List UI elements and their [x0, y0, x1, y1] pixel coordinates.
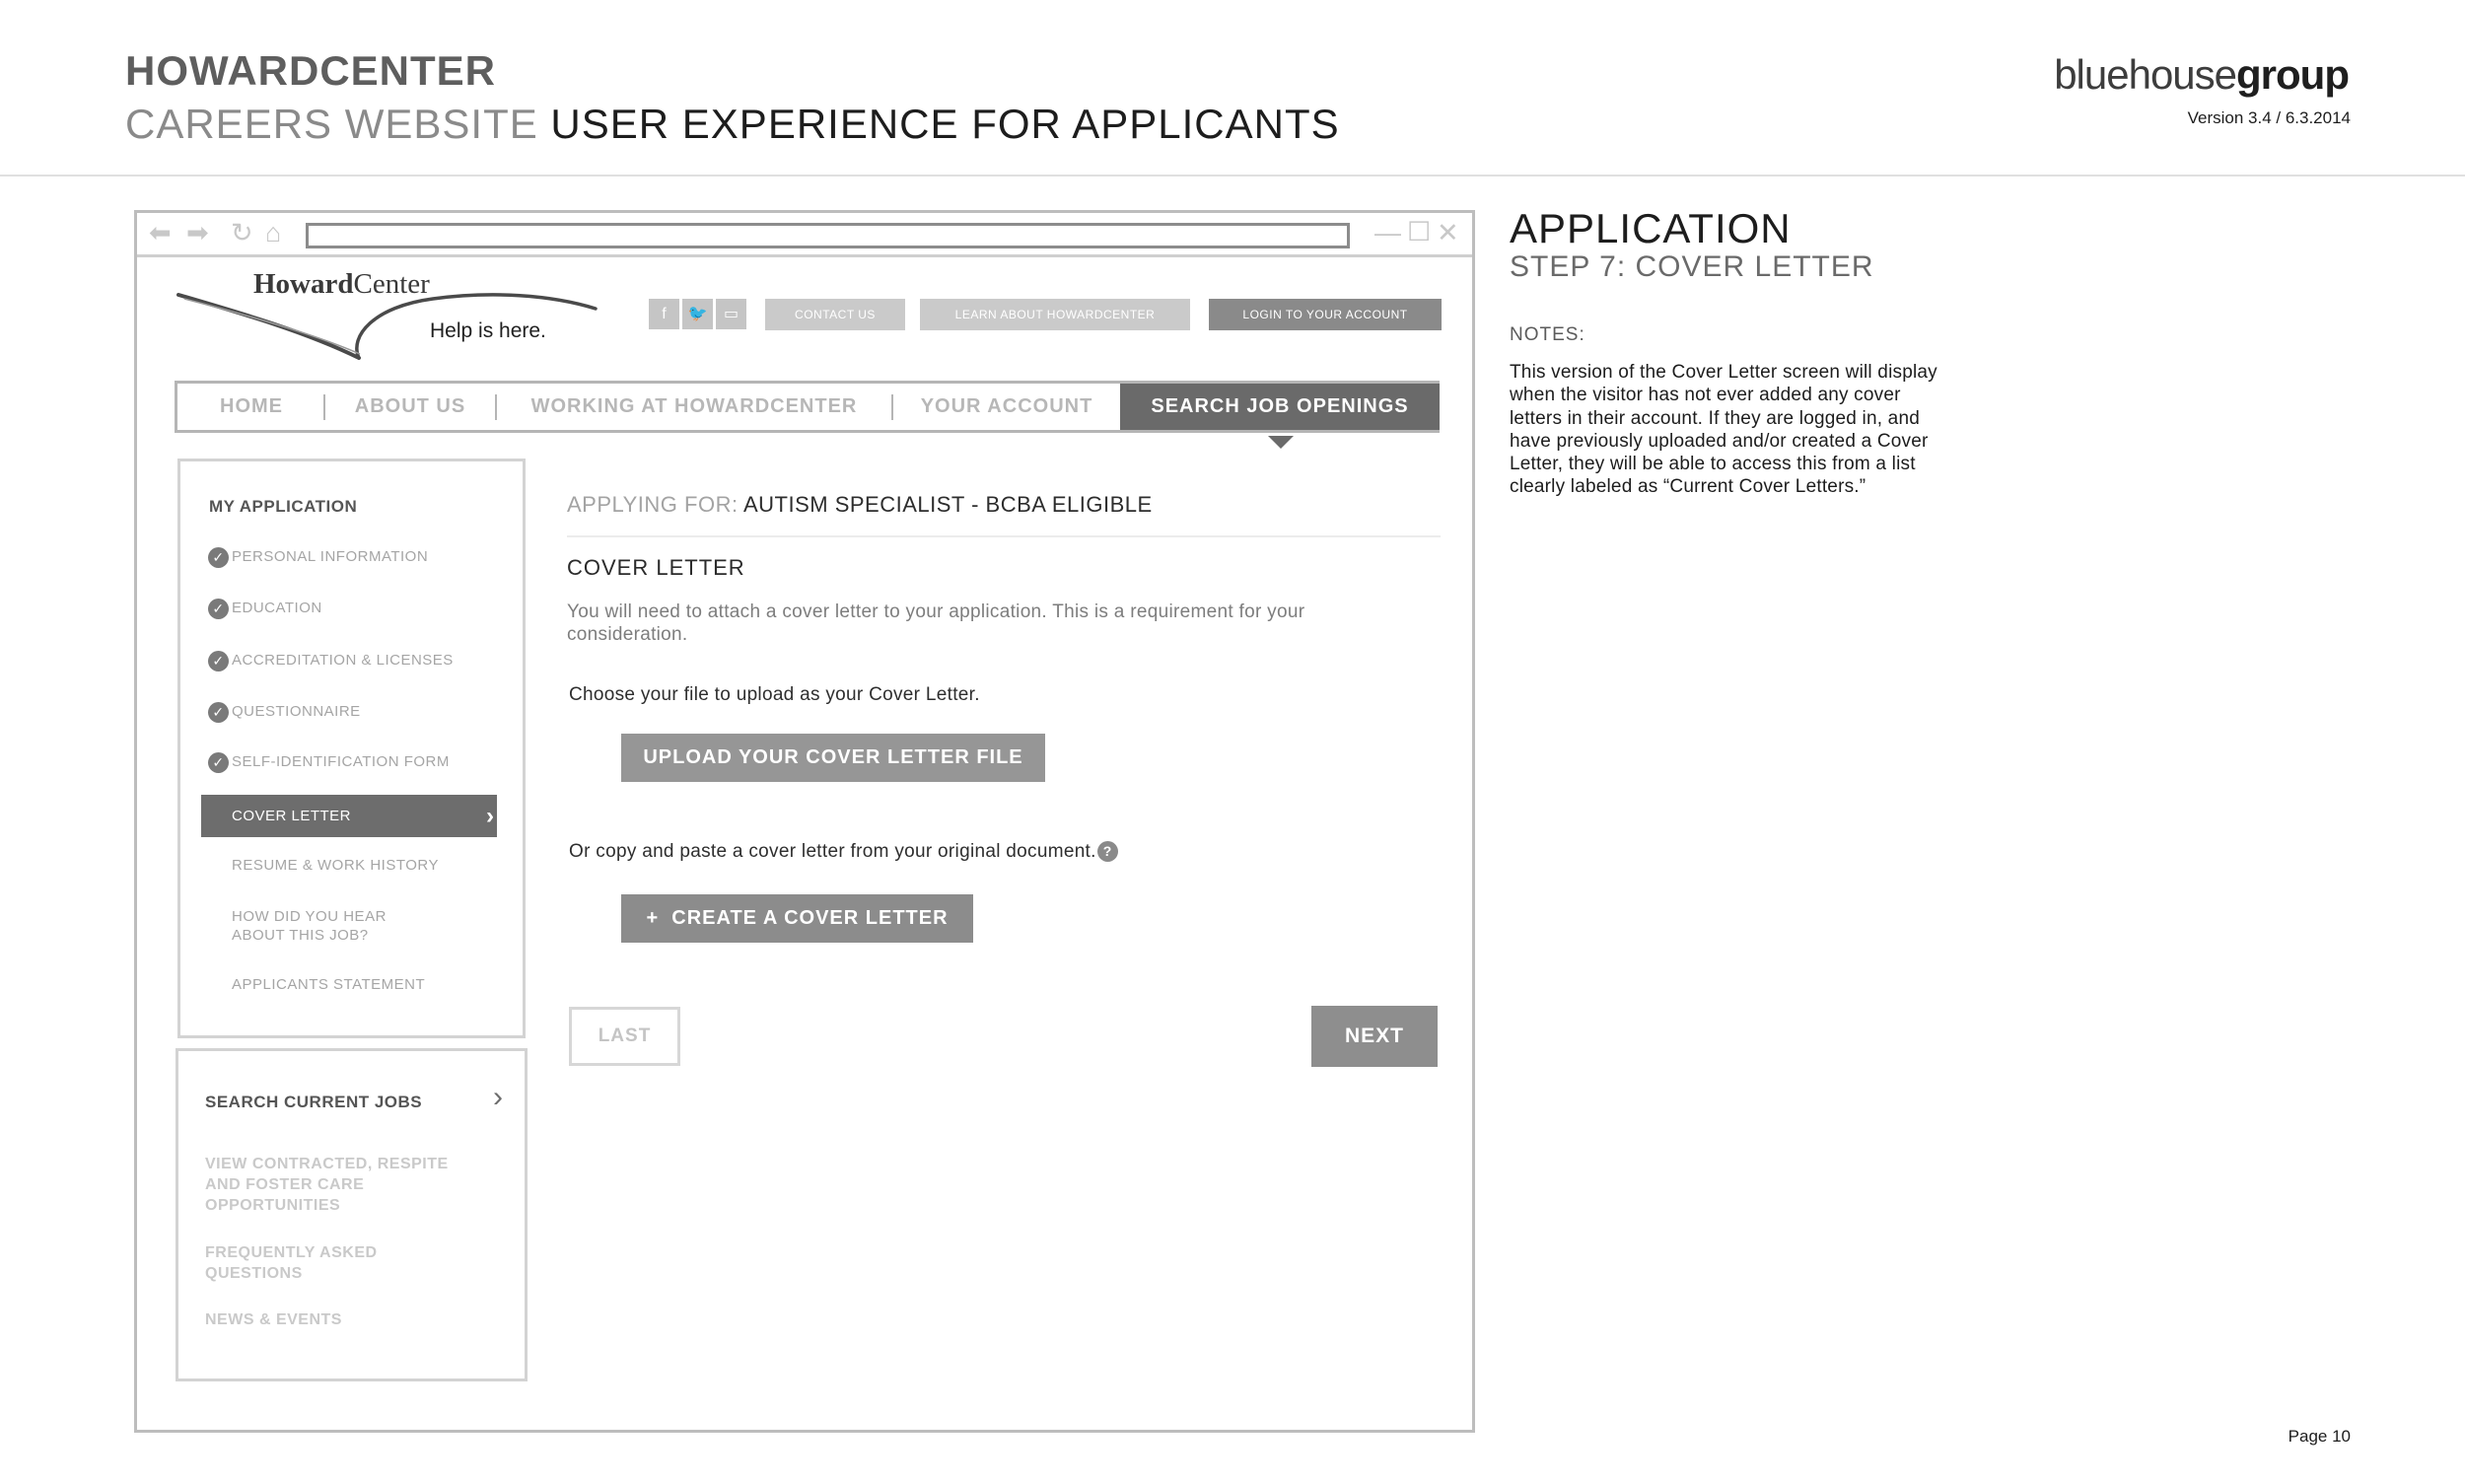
step-accreditation-licenses[interactable] — [208, 651, 454, 670]
plus-icon: + — [646, 907, 660, 929]
refresh-icon[interactable]: ↻ — [231, 218, 253, 247]
link-line: AND FOSTER CARE — [205, 1176, 365, 1193]
agency-logo-part1: bluehouse — [2054, 51, 2237, 98]
version-label: Version 3.4 / 6.3.2014 — [2187, 108, 2351, 127]
create-cover-letter-label: CREATE A COVER LETTER — [671, 907, 949, 929]
document-subtitle — [125, 101, 1340, 148]
paste-instruction-text: Or copy and paste a cover letter from your original document. — [569, 841, 1096, 862]
step-self-identification-form[interactable] — [208, 752, 450, 771]
section-title: COVER LETTER — [567, 555, 745, 580]
check-circle-icon: ✓ — [208, 547, 229, 568]
site-tagline: Help is here. — [430, 319, 546, 342]
step-how-did-you-hear[interactable] — [208, 907, 387, 945]
applying-for-label: APPLYING FOR: — [567, 492, 739, 517]
login-button[interactable]: LOGIN TO YOUR ACCOUNT — [1209, 299, 1442, 330]
agency-logo-part2: group — [2236, 51, 2349, 98]
facebook-icon[interactable]: f — [649, 299, 679, 329]
step-education[interactable] — [208, 599, 322, 617]
next-button[interactable]: NEXT — [1311, 1006, 1438, 1067]
step-label-line2: ABOUT THIS JOB? — [232, 927, 369, 944]
upload-cover-letter-button[interactable]: UPLOAD YOUR COVER LETTER FILE — [621, 734, 1045, 782]
contracted-respite-foster-link[interactable] — [205, 1154, 449, 1216]
chevron-right-icon: › — [486, 803, 494, 829]
browser-toolbar — [137, 213, 1472, 257]
address-bar[interactable] — [306, 223, 1350, 248]
step-label: QUESTIONNAIRE — [232, 703, 361, 720]
link-line: NEWS & EVENTS — [205, 1311, 342, 1328]
notes-text: This version of the Cover Letter screen will display when the visitor has not ever added any cover letters in their account. If they are logged in, and have previously uploaded and/or created a Cover Letter, they will be able to access this from a list clearly labeled as “Current Cover Letters.” — [1510, 362, 1937, 498]
nav-active-pointer — [1268, 436, 1294, 449]
step-applicants-statement[interactable] — [208, 975, 425, 994]
step-label: COVER LETTER — [232, 808, 352, 824]
section-description: You will need to attach a cover letter to your application. This is a requirement for your consideration. — [567, 601, 1305, 645]
contact-us-link[interactable]: CONTACT US — [765, 299, 905, 330]
step-label: SELF-IDENTIFICATION FORM — [232, 753, 450, 770]
my-application-heading: MY APPLICATION — [209, 497, 358, 516]
minimize-icon[interactable]: — — [1374, 218, 1401, 247]
header-divider — [0, 175, 2465, 177]
annotation-subtitle: STEP 7: COVER LETTER — [1510, 250, 1874, 283]
site-logo[interactable] — [253, 268, 430, 301]
step-label: EDUCATION — [232, 600, 322, 616]
home-icon[interactable]: ⌂ — [265, 218, 282, 247]
step-label: APPLICANTS STATEMENT — [232, 976, 426, 993]
forward-arrow-icon[interactable]: ➡ — [186, 218, 209, 247]
help-icon[interactable]: ? — [1097, 841, 1118, 862]
last-button[interactable]: LAST — [569, 1007, 680, 1066]
link-line: VIEW CONTRACTED, RESPITE — [205, 1156, 449, 1172]
check-circle-icon: ✓ — [208, 702, 229, 723]
annotation-title: APPLICATION — [1510, 205, 1792, 251]
check-circle-icon: ✓ — [208, 599, 229, 619]
notes-label: NOTES: — [1510, 324, 1585, 345]
step-label: RESUME & WORK HISTORY — [232, 857, 439, 874]
nav-search-job-openings[interactable]: SEARCH JOB OPENINGS — [1120, 384, 1440, 430]
maximize-icon[interactable]: ☐ — [1407, 217, 1432, 247]
youtube-icon[interactable]: ▭ — [716, 299, 746, 329]
nav-about-us[interactable]: ABOUT US — [354, 395, 466, 417]
close-icon[interactable]: ✕ — [1437, 218, 1459, 247]
applying-for — [567, 492, 1153, 518]
site-logo-bold: Howard — [253, 268, 354, 300]
link-line: OPPORTUNITIES — [205, 1197, 341, 1214]
link-line: QUESTIONS — [205, 1265, 303, 1282]
faq-link[interactable] — [205, 1242, 378, 1284]
nav-home[interactable]: HOME — [220, 395, 283, 417]
application-steps-panel — [177, 459, 526, 1038]
learn-about-link[interactable]: LEARN ABOUT HOWARDCENTER — [920, 299, 1190, 330]
step-label: ACCREDITATION & LICENSES — [232, 652, 454, 669]
search-current-jobs-link[interactable]: SEARCH CURRENT JOBS — [205, 1093, 423, 1111]
upload-instruction: Choose your file to upload as your Cover Letter. — [569, 684, 980, 705]
job-links-panel — [176, 1048, 528, 1381]
nav-working-at[interactable]: WORKING AT HOWARDCENTER — [530, 395, 858, 417]
check-circle-icon: ✓ — [208, 651, 229, 671]
step-questionnaire[interactable] — [208, 702, 361, 721]
job-title: AUTISM SPECIALIST - BCBA ELIGIBLE — [742, 492, 1153, 517]
nav-your-account[interactable]: YOUR ACCOUNT — [920, 395, 1093, 417]
back-arrow-icon[interactable]: ⬅ — [149, 218, 172, 247]
agency-logo — [2054, 51, 2349, 99]
news-events-link[interactable] — [205, 1309, 342, 1330]
document-subtitle-light: CAREERS WEBSITE — [125, 101, 538, 147]
paste-instruction — [569, 841, 1118, 863]
main-navigation — [175, 381, 1440, 433]
step-label-line1: HOW DID YOU HEAR — [232, 908, 387, 925]
step-personal-information[interactable] — [208, 547, 428, 566]
step-cover-letter[interactable] — [201, 795, 497, 837]
content-divider — [567, 535, 1441, 537]
step-resume-work-history[interactable] — [208, 856, 439, 875]
create-cover-letter-button[interactable] — [621, 894, 973, 943]
check-circle-icon: ✓ — [208, 752, 229, 773]
link-line: FREQUENTLY ASKED — [205, 1244, 378, 1261]
browser-window — [134, 210, 1475, 1433]
page-number: Page 10 — [2288, 1427, 2351, 1446]
site-logo-regular: Center — [353, 268, 430, 300]
twitter-icon[interactable]: 🐦 — [682, 299, 713, 329]
step-label: PERSONAL INFORMATION — [232, 548, 429, 565]
document-title: HOWARDCENTER — [125, 47, 496, 94]
chevron-right-icon[interactable]: › — [493, 1081, 503, 1113]
document-subtitle-bold: USER EXPERIENCE FOR APPLICANTS — [550, 101, 1340, 147]
